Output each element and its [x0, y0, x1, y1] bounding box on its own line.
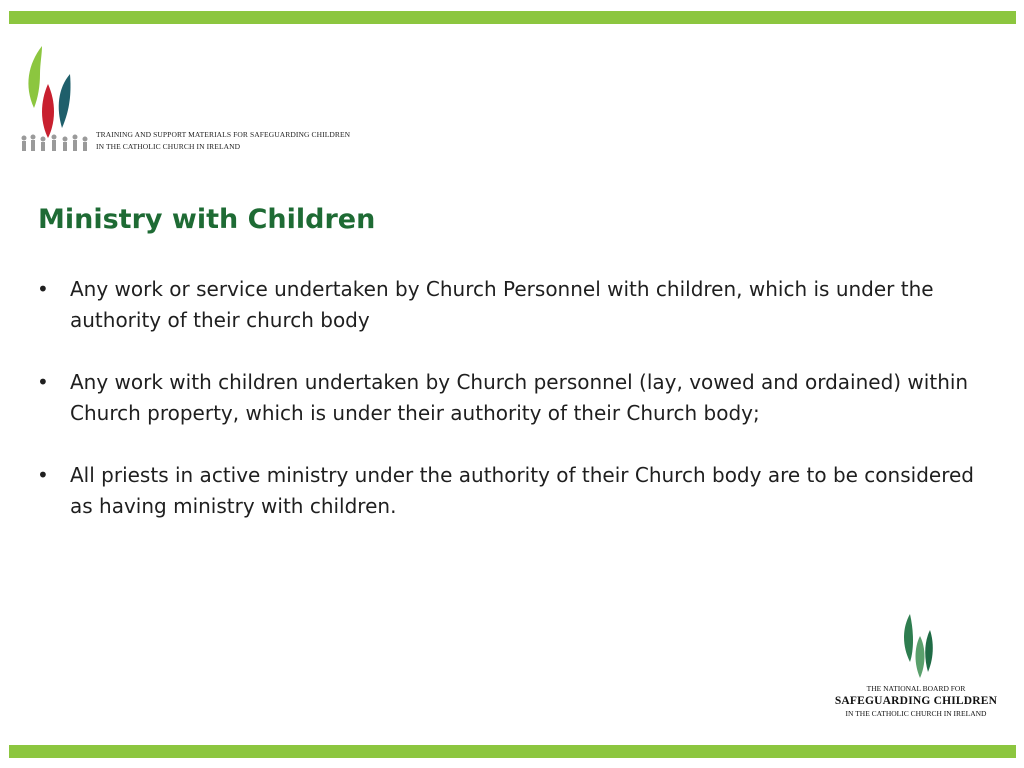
flame-logo-icon	[18, 44, 93, 158]
footer-line-1: THE NATIONAL BOARD FOR	[866, 684, 966, 693]
bullet-list	[37, 274, 997, 553]
footer-line-3: IN THE CATHOLIC CHURCH IN IRELAND	[845, 709, 987, 718]
page-title: Ministry with Children	[38, 204, 376, 235]
bottom-accent-bar	[9, 745, 1016, 758]
header-tagline	[96, 129, 350, 153]
bullet-item-1: • Any work or service undertaken by Church Personnel with children, which is under the authority of their church body	[37, 274, 997, 336]
national-board-footer	[826, 683, 1006, 719]
header-line-2: IN THE CATHOLIC CHURCH IN IRELAND	[96, 142, 241, 151]
bullet-item-3: • All priests in active ministry under the authority of their Church body are to be considered as having ministry with children.	[37, 460, 997, 522]
bullet-item-2: • Any work with children undertaken by Church personnel (lay, vowed and ordained) within Church property, which is under their authority of their Church body;	[37, 367, 997, 429]
national-board-flame-icon	[898, 614, 938, 680]
header-line-1: TRAINING AND SUPPORT MATERIALS FOR SAFEGUARDING CHILDREN	[96, 130, 351, 139]
footer-line-2: SAFEGUARDING CHILDREN	[834, 695, 998, 707]
top-accent-bar	[9, 11, 1016, 24]
